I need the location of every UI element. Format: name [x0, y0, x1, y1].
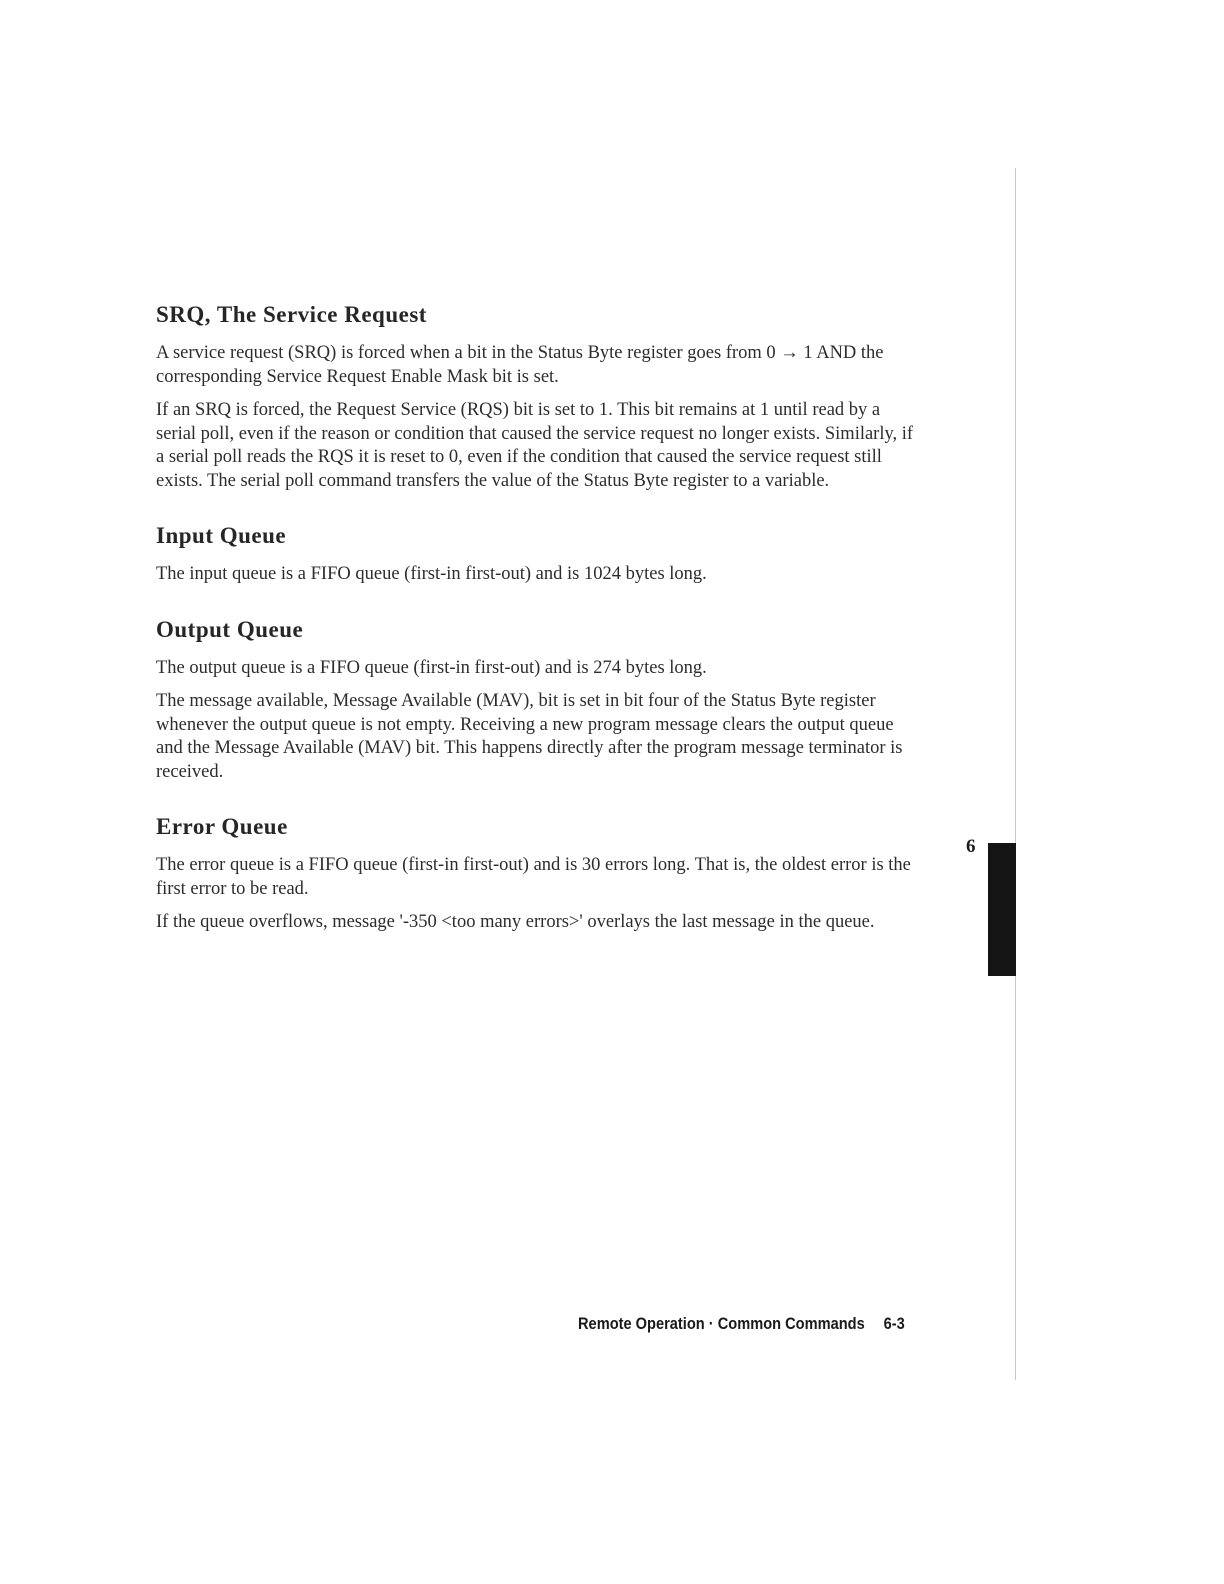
paragraph: If the queue overflows, message '-350 <too many errors>' overlays the last message in the queue.	[156, 912, 875, 932]
chapter-number: 6	[966, 836, 976, 857]
page-content	[156, 300, 916, 945]
paragraph: If an SRQ is forced, the Request Service (RQS) bit is set to 1. This bit remains at 1 until read by a serial poll, even if the reason or condition that caused the service request no longer exists. Similarly, if a serial poll reads the RQS it is reset to 0, even if the condition that caused the service request still exists. The serial poll command transfers the value of the Status Byte register to a variable.	[156, 400, 914, 491]
section-heading-error-queue: Error Queue	[156, 814, 288, 839]
paragraph: The message available, Message Available (MAV), bit is set in bit four of the Status Byte register whenever the output queue is not empty. Receiving a new program message clears the output queue and the Message Available (MAV) bit. This happens directly after the program message terminator is received.	[156, 691, 903, 782]
section-input-queue	[156, 521, 916, 587]
paragraph: The output queue is a FIFO queue (first-in first-out) and is 274 bytes long.	[156, 657, 707, 678]
section-output-queue	[156, 615, 916, 785]
chapter-tab-marker	[988, 843, 1016, 976]
footer-title: Remote Operation · Common Commands	[578, 1314, 865, 1333]
section-srq	[156, 300, 916, 493]
section-heading-output-queue: Output Queue	[156, 616, 304, 642]
paragraph: The error queue is a FIFO queue (first-in first-out) and is 30 errors long. That is, the oldest error is the first error to be read.	[156, 855, 911, 899]
section-heading-srq: SRQ, The Service Request	[156, 302, 427, 327]
paragraph: A service request (SRQ) is forced when a bit in the Status Byte register goes from 0 → 1 AND the corresponding Service Request Enable Mask bit is set.	[156, 343, 884, 387]
paragraph: The input queue is a FIFO queue (first-in first-out) and is 1024 bytes long.	[156, 564, 707, 584]
margin-rule	[1015, 168, 1016, 1380]
section-error-queue	[156, 812, 916, 935]
section-heading-input-queue: Input Queue	[156, 523, 287, 548]
page-footer	[578, 1314, 905, 1334]
footer-page-number: 6-3	[883, 1314, 905, 1333]
